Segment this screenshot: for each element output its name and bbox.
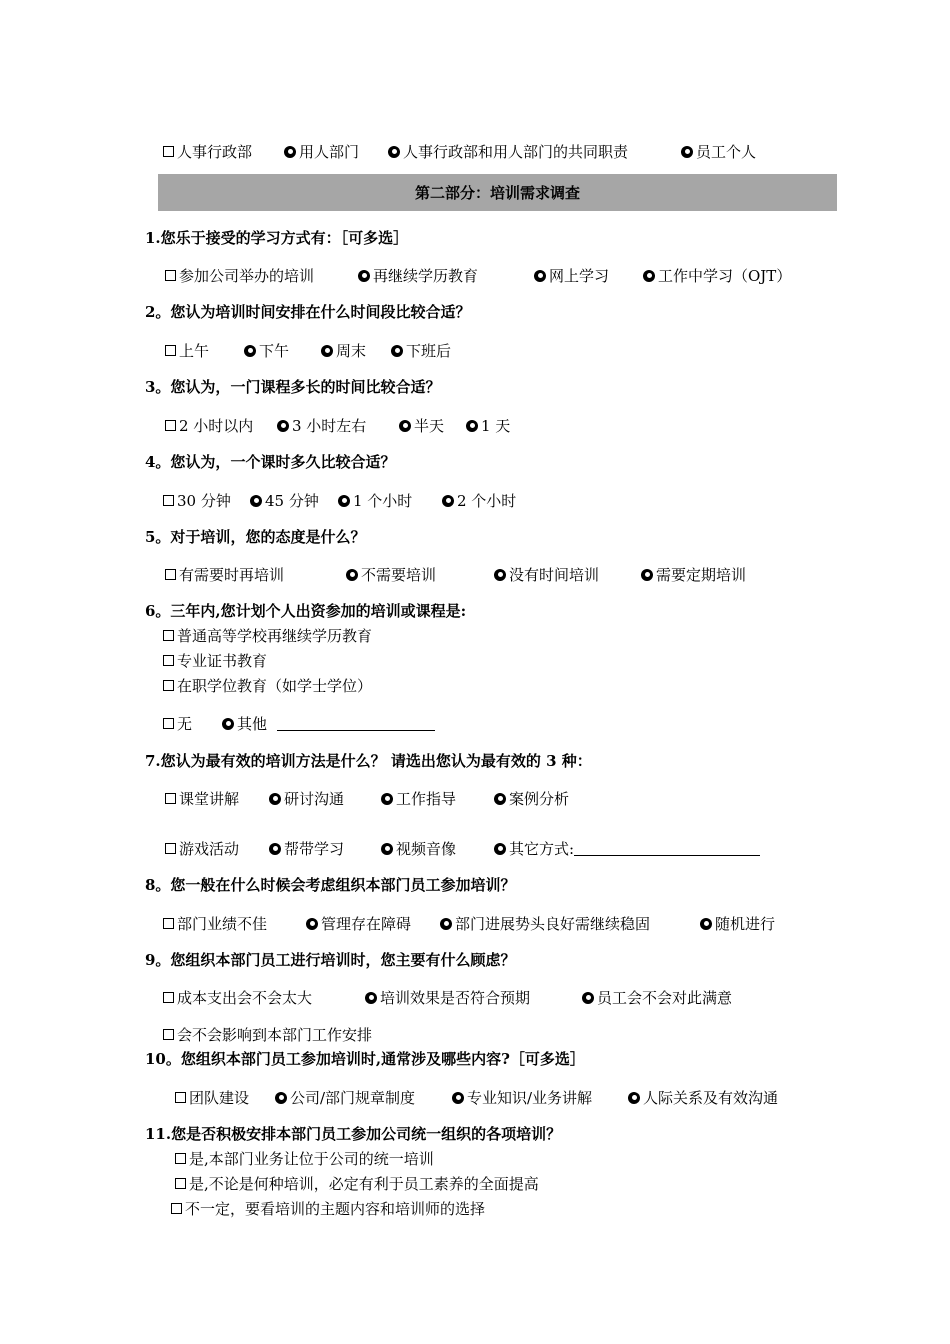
checkbox-icon[interactable] (163, 655, 174, 666)
question-10: 10。您组织本部门员工参加培训时,通常涉及哪些内容?［可多选］ (145, 1050, 585, 1068)
q8-option-1[interactable] (163, 913, 267, 934)
q7-option-5[interactable] (165, 838, 239, 859)
checkbox-icon[interactable] (163, 680, 174, 691)
radio-icon[interactable] (628, 1092, 640, 1104)
option-label: 1 天 (481, 417, 511, 435)
q6-option-other[interactable] (222, 713, 435, 734)
question-1: 1.您乐于接受的学习方式有：［可多选］ (145, 229, 409, 247)
option-label: 周末 (336, 342, 367, 360)
q9-option-2[interactable] (365, 987, 530, 1008)
radio-icon[interactable] (346, 569, 358, 581)
option-label: 员工个人 (696, 143, 757, 161)
q2-option-3[interactable] (321, 340, 366, 361)
radio-icon[interactable] (700, 918, 712, 930)
q7-option-1[interactable] (165, 788, 239, 809)
q1-option-1[interactable] (165, 265, 314, 286)
option-label: 视频音像 (396, 840, 457, 858)
radio-icon[interactable] (321, 345, 333, 357)
q3-option-3[interactable] (399, 415, 444, 436)
option-label: 随机进行 (715, 915, 776, 933)
radio-icon[interactable] (269, 793, 281, 805)
radio-icon[interactable] (250, 495, 262, 507)
option-label: 不一定，要看培训的主题内容和培训师的选择 (185, 1200, 486, 1218)
option-label: 人事行政部和用人部门的共同职责 (403, 143, 629, 161)
radio-icon[interactable] (641, 569, 653, 581)
question-4: 4。您认为，一个课时多久比较合适？ (145, 453, 396, 471)
other-method-input-line[interactable] (574, 841, 760, 856)
q10-option-4[interactable] (628, 1087, 778, 1108)
q8-option-3[interactable] (440, 913, 650, 934)
option-label: 团队建设 (189, 1089, 250, 1107)
option-label: 游戏活动 (179, 840, 240, 858)
radio-icon[interactable] (358, 270, 370, 282)
q2-option-2[interactable] (244, 340, 289, 361)
question-11: 11.您是否积极安排本部门员工参加公司统一组织的各项培训？ (145, 1125, 562, 1143)
q9-option-4[interactable] (163, 1024, 372, 1045)
option-label: 是,不论是何种培训，必定有利于员工素养的全面提高 (189, 1175, 539, 1193)
q2-option-4[interactable] (391, 340, 451, 361)
option-label: 需要定期培训 (656, 566, 747, 584)
option-label: 课堂讲解 (179, 790, 240, 808)
q5-option-4[interactable] (641, 564, 746, 585)
q7-option-8[interactable] (494, 838, 760, 859)
section-header (158, 174, 837, 211)
option-label: 专业知识/业务讲解 (467, 1089, 593, 1107)
option-label: 3 小时左右 (292, 417, 367, 435)
option-label: 参加公司举办的培训 (179, 267, 315, 285)
option-label: 半天 (414, 417, 445, 435)
option-label: 2 个小时 (457, 492, 517, 510)
radio-icon[interactable] (306, 918, 318, 930)
question-6: 6。三年内,您计划个人出资参加的培训或课程是: (145, 602, 467, 620)
question-8: 8。您一般在什么时候会考虑组织本部门员工参加培训？ (145, 876, 516, 894)
option-label: 用人部门 (299, 143, 360, 161)
checkbox-icon[interactable] (175, 1153, 186, 1164)
q6-item-1[interactable] (163, 625, 372, 646)
option-label: 下午 (259, 342, 290, 360)
q5-option-3[interactable] (494, 564, 599, 585)
option-label: 无 (177, 715, 193, 733)
q4-option-3[interactable] (338, 490, 412, 511)
radio-icon[interactable] (643, 270, 655, 282)
radio-icon[interactable] (399, 420, 411, 432)
q3-option-1[interactable] (165, 415, 253, 436)
q11-item-3[interactable] (171, 1198, 485, 1219)
q11-item-1[interactable] (175, 1148, 434, 1169)
question-2: 2。您认为培训时间安排在什么时间段比较合适？ (145, 303, 471, 321)
option-label: 工作指导 (396, 790, 457, 808)
section-title: 第二部分：培训需求调查 (414, 184, 580, 202)
option-label: 网上学习 (549, 267, 610, 285)
checkbox-icon[interactable] (165, 270, 176, 281)
option-label: 是,本部门业务让位于公司的统一培训 (189, 1150, 434, 1168)
q9-option-3[interactable] (582, 987, 732, 1008)
checkbox-icon[interactable] (163, 918, 174, 929)
q11-item-2[interactable] (175, 1173, 539, 1194)
checkbox-icon[interactable] (163, 146, 174, 157)
option-label: 30 分钟 (177, 492, 231, 510)
checkbox-icon[interactable] (171, 1203, 182, 1214)
q1-option-4[interactable] (643, 265, 791, 286)
radio-icon[interactable] (494, 569, 506, 581)
question-7: 7.您认为最有效的培训方法是什么？ 请选出您认为最有效的 3 种： (145, 752, 592, 770)
checkbox-icon[interactable] (163, 630, 174, 641)
option-label: 2 小时以内 (179, 417, 254, 435)
option-label: 其它方式: (509, 840, 575, 858)
radio-icon[interactable] (338, 495, 350, 507)
radio-icon[interactable] (582, 992, 594, 1004)
q5-option-1[interactable] (165, 564, 284, 585)
radio-icon[interactable] (466, 420, 478, 432)
radio-icon[interactable] (269, 843, 281, 855)
option-user-dept[interactable] (284, 141, 359, 162)
radio-icon[interactable] (388, 146, 400, 158)
q1-option-2[interactable] (358, 265, 478, 286)
checkbox-icon[interactable] (165, 843, 176, 854)
question-9: 9。您组织本部门员工进行培训时，您主要有什么顾虑？ (145, 951, 516, 969)
option-label: 再继续学历教育 (373, 267, 479, 285)
radio-icon[interactable] (442, 495, 454, 507)
option-label: 公司/部门规章制度 (290, 1089, 416, 1107)
option-label: 部门进展势头良好需继续稳固 (455, 915, 651, 933)
q9-option-1[interactable] (163, 987, 312, 1008)
q7-option-2[interactable] (269, 788, 344, 809)
checkbox-icon[interactable] (163, 1029, 174, 1040)
checkbox-icon[interactable] (165, 569, 176, 580)
option-label: 1 个小时 (353, 492, 413, 510)
q8-option-2[interactable] (306, 913, 411, 934)
other-input-line[interactable] (277, 716, 435, 731)
question-3: 3。您认为，一门课程多长的时间比较合适？ (145, 378, 441, 396)
option-label: 管理存在障碍 (321, 915, 412, 933)
q4-option-1[interactable] (163, 490, 231, 511)
radio-icon[interactable] (494, 793, 506, 805)
radio-icon[interactable] (391, 345, 403, 357)
q1-option-3[interactable] (534, 265, 609, 286)
q5-option-2[interactable] (346, 564, 436, 585)
radio-icon[interactable] (244, 345, 256, 357)
option-label: 员工会不会对此满意 (597, 989, 733, 1007)
radio-icon[interactable] (440, 918, 452, 930)
q6-item-2[interactable] (163, 650, 267, 671)
option-label: 人际关系及有效沟通 (643, 1089, 779, 1107)
option-label: 有需要时再培训 (179, 566, 285, 584)
q8-option-4[interactable] (700, 913, 775, 934)
checkbox-icon[interactable] (163, 992, 174, 1003)
option-label: 下班后 (406, 342, 452, 360)
option-label: 培训效果是否符合预期 (380, 989, 531, 1007)
option-label: 帮带学习 (284, 840, 345, 858)
option-label: 45 分钟 (265, 492, 319, 510)
q7-option-6[interactable] (269, 838, 344, 859)
option-label: 部门业绩不佳 (177, 915, 268, 933)
q7-option-3[interactable] (381, 788, 456, 809)
checkbox-icon[interactable] (165, 420, 176, 431)
checkbox-icon[interactable] (165, 345, 176, 356)
option-label: 不需要培训 (361, 566, 437, 584)
option-label: 在职学位教育（如学士学位） (177, 677, 373, 695)
radio-icon[interactable] (452, 1092, 464, 1104)
q3-option-2[interactable] (277, 415, 366, 436)
q6-option-none[interactable] (163, 713, 192, 734)
option-label: 工作中学习（OJT） (658, 267, 792, 285)
checkbox-icon[interactable] (175, 1178, 186, 1189)
q4-option-2[interactable] (250, 490, 319, 511)
option-label: 没有时间培训 (509, 566, 600, 584)
option-hr-admin[interactable] (163, 141, 252, 162)
q10-option-1[interactable] (175, 1087, 249, 1108)
radio-icon[interactable] (681, 146, 693, 158)
option-label: 普通高等学校再继续学历教育 (177, 627, 373, 645)
q10-option-3[interactable] (452, 1087, 592, 1108)
checkbox-icon[interactable] (175, 1092, 186, 1103)
question-5: 5。对于培训，您的态度是什么？ (145, 528, 366, 546)
radio-icon[interactable] (381, 843, 393, 855)
checkbox-icon[interactable] (165, 793, 176, 804)
option-employee[interactable] (681, 141, 756, 162)
radio-icon[interactable] (381, 793, 393, 805)
radio-icon[interactable] (277, 420, 289, 432)
radio-icon[interactable] (534, 270, 546, 282)
radio-icon[interactable] (365, 992, 377, 1004)
option-label: 上午 (179, 342, 210, 360)
q6-item-3[interactable] (163, 675, 372, 696)
q3-option-4[interactable] (466, 415, 510, 436)
option-label: 成本支出会不会太大 (177, 989, 313, 1007)
q4-option-4[interactable] (442, 490, 516, 511)
checkbox-icon[interactable] (163, 718, 174, 729)
option-label: 研讨沟通 (284, 790, 345, 808)
q10-option-2[interactable] (275, 1087, 415, 1108)
option-shared[interactable] (388, 141, 628, 162)
radio-icon[interactable] (222, 718, 234, 730)
checkbox-icon[interactable] (163, 495, 174, 506)
q7-option-7[interactable] (381, 838, 456, 859)
q7-option-4[interactable] (494, 788, 569, 809)
option-label: 会不会影响到本部门工作安排 (177, 1026, 373, 1044)
radio-icon[interactable] (284, 146, 296, 158)
option-label: 专业证书教育 (177, 652, 268, 670)
radio-icon[interactable] (494, 843, 506, 855)
option-label: 其他 (237, 715, 268, 733)
q2-option-1[interactable] (165, 340, 209, 361)
option-label: 人事行政部 (177, 143, 253, 161)
radio-icon[interactable] (275, 1092, 287, 1104)
option-label: 案例分析 (509, 790, 570, 808)
